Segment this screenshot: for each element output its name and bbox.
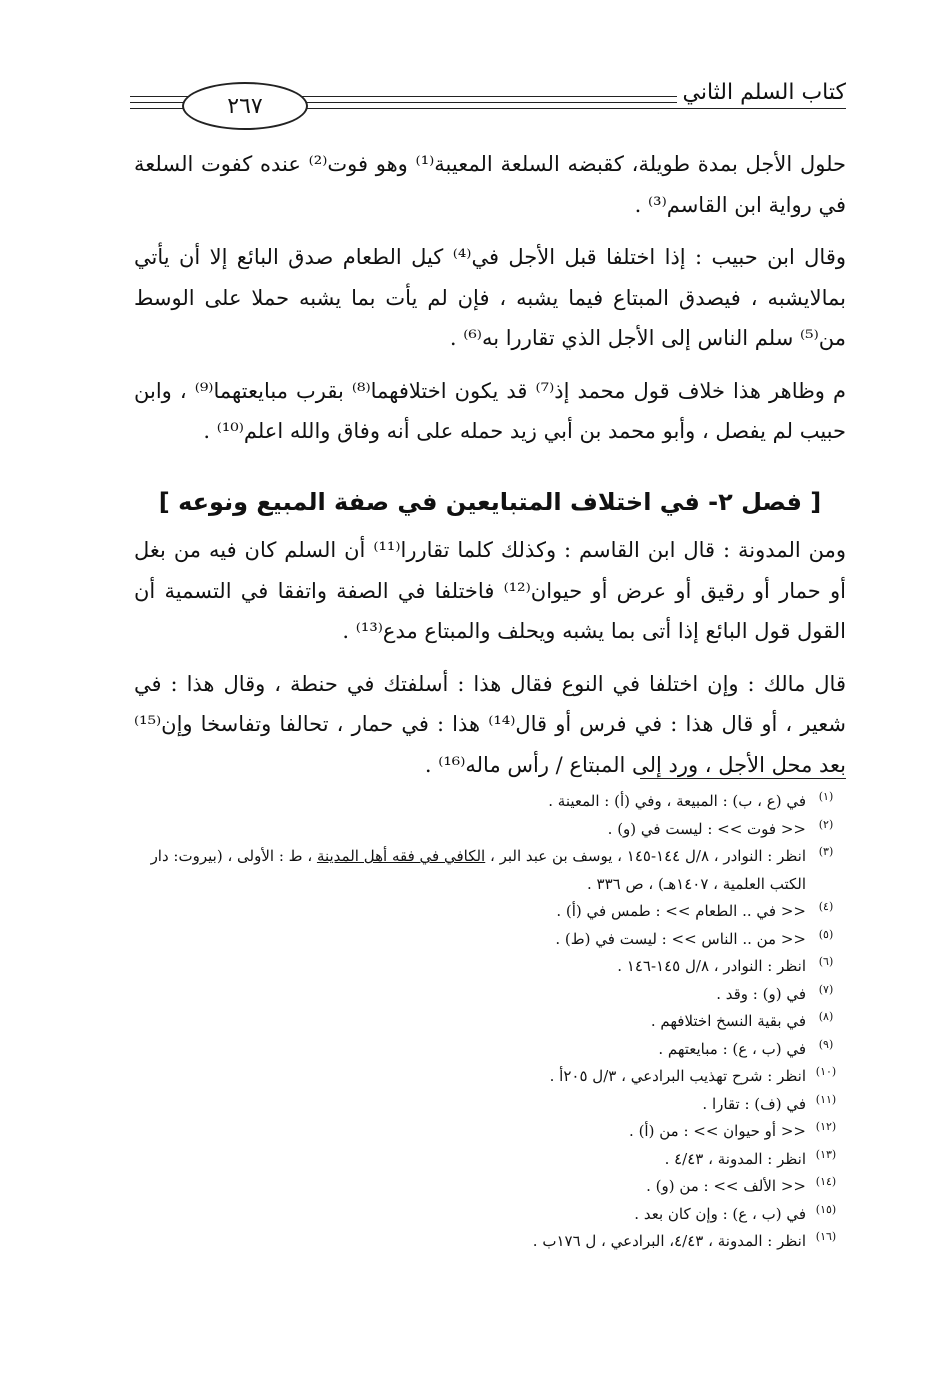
footnote-number: (١٤) <box>815 1175 837 1188</box>
footnote-number: (٩) <box>818 1037 834 1051</box>
footnote <box>120 816 846 844</box>
footnote <box>120 898 846 926</box>
footnote-text-part: ، ط : الأولى ، (بيروت: دار الكتب العلمية ، ١٤٠٧هـ) ، ص ٣٣٦ . <box>150 847 806 893</box>
footnote-number: (١٠) <box>815 1065 837 1078</box>
page-header <box>130 62 846 132</box>
footnote <box>120 1008 846 1036</box>
page-number: ٢٦٧ <box>182 82 308 130</box>
footnote-text: في (ب ، ع) : وإن كان بعد . <box>634 1204 806 1223</box>
footnote <box>120 953 846 981</box>
footnote <box>120 981 846 1009</box>
footnote <box>120 926 846 954</box>
footnote-text: انظر : المدونة ، ٤/٤٣، البرادعي ، ل ١٧٦ب . <box>532 1232 806 1250</box>
footnotes <box>120 788 846 1256</box>
footnote <box>120 1146 846 1174</box>
paragraph: وقال ابن حبيب : إذا اختلفا قبل الأجل في⁽⁴⁾ كيل الطعام صدق البائع إلا أن يأتي بمالايشبه ، فيصدق المبتاع فيما يشبه ، فإن لم يأت بما يشبه حملا على الوسط من⁽⁵⁾ سلم الناس إلى الأجل الذي تقاررا به⁽⁶⁾ . <box>134 245 846 350</box>
paragraph: ومن المدونة : قال ابن القاسم : وكذلك كلما تقاررا⁽¹¹⁾ أن السلم كان فيه من بغل أو حمار أو رقيق أو عرض أو حيوان⁽¹²⁾ فاختلفا في الصفة واتفقا في التسمية أن القول قول البائع إذا أتى بما يشبه ويحلف والمبتاع مدع⁽¹³⁾ . <box>134 538 846 643</box>
footnote-separator <box>640 778 846 779</box>
footnote-text: انظر : المدونة ، ٤/٤٣ . <box>664 1149 806 1168</box>
footnote <box>120 843 846 898</box>
main-text <box>134 144 846 464</box>
footnote-number: (٣) <box>818 845 834 858</box>
footnote-number: (١٣) <box>815 1147 837 1161</box>
footnote-number: (١٢) <box>815 1120 837 1133</box>
footnote-number: (٥) <box>818 927 834 941</box>
footnote-number: (١٦) <box>815 1230 837 1243</box>
footnote-text: انظر : شرح تهذيب البرادعي ، ٣/ل ٢٠٥أ . <box>549 1067 806 1085</box>
footnote-number: (١) <box>818 790 834 803</box>
running-title: كتاب السلم الثاني <box>677 80 847 105</box>
paragraph: م وظاهر هذا خلاف قول محمد إذ⁽⁷⁾ قد يكون اختلافهما⁽⁸⁾ بقرب مبايعتهما⁽⁹⁾ ، وابن حبيب لم يفصل ، وأبو محمد بن أبي زيد حمله على أنه وفاق والله اعلم⁽¹⁰⁾ . <box>134 378 847 443</box>
footnote-text: في (و) : وقد . <box>716 984 806 1003</box>
footnote <box>120 1118 846 1146</box>
footnote <box>120 1173 846 1201</box>
footnote-text: في (ب ، ع) : مبايعتهم . <box>658 1039 806 1058</box>
footnote-text-part: انظر : النوادر ، ٨/ل ١٤٤-١٤٥ ، يوسف بن عبد البر ، <box>485 847 806 865</box>
footnote-text: << من .. الناس >> : ليست في (ط) . <box>555 929 806 948</box>
footnote-number: (٦) <box>818 955 834 968</box>
footnote-number: (٤) <box>818 900 834 913</box>
footnote-text: << في .. الطعام >> : طمس في (أ) . <box>556 902 806 920</box>
footnote-number: (٧) <box>818 982 834 996</box>
footnote-text: << أو حيوان >> : من (أ) . <box>629 1122 806 1140</box>
footnote-number: (٨) <box>818 1010 834 1023</box>
footnote-text: << الألف >> : من (و) . <box>646 1177 806 1195</box>
section-heading: [ فصل ٢- في اختلاف المتبايعين في صفة المبيع ونوعه ] <box>158 488 822 516</box>
footnote-text <box>120 843 806 898</box>
footnote <box>120 1228 846 1256</box>
footnote-number: (١١) <box>815 1092 837 1106</box>
footnote <box>120 788 846 816</box>
footnote <box>120 1091 846 1119</box>
footnote <box>120 1036 846 1064</box>
footnote-text: في بقية النسخ اختلافهم . <box>650 1012 806 1030</box>
footnote <box>120 1201 846 1229</box>
footnote-text: << فوت >> : ليست في (و) . <box>607 819 806 838</box>
footnote-number: (١٥) <box>815 1202 837 1216</box>
main-text-2 <box>134 530 846 797</box>
footnote-text: انظر : النوادر ، ٨/ل ١٤٥-١٤٦ . <box>617 957 806 975</box>
paragraph: قال مالك : وإن اختلفا في النوع فقال هذا : أسلفتك في حنطة ، وقال هذا : في شعير ، أو قال هذا : في فرس أو قال⁽¹⁴⁾ هذا : في حمار ، تحالفا وتفاسخا وإن⁽¹⁵⁾ بعد محل الأجل ، ورد إلى المبتاع / رأس ماله⁽¹⁶⁾ . <box>134 671 846 777</box>
footnote-number: (٢) <box>818 817 834 831</box>
paragraph: حلول الأجل بمدة طويلة، كقبضه السلعة المعيبة⁽¹⁾ وهو فوت⁽²⁾ عنده كفوت السلعة في رواية ابن القاسم⁽³⁾ . <box>134 152 846 217</box>
footnote <box>120 1063 846 1091</box>
book-title: الكافي في فقه أهل المدينة <box>316 847 486 865</box>
footnote-text: في (ف) : تقارا . <box>702 1094 806 1113</box>
footnote-text: في (ع ، ب) : المبيعة ، وفي (أ) : المعينة . <box>548 792 806 810</box>
